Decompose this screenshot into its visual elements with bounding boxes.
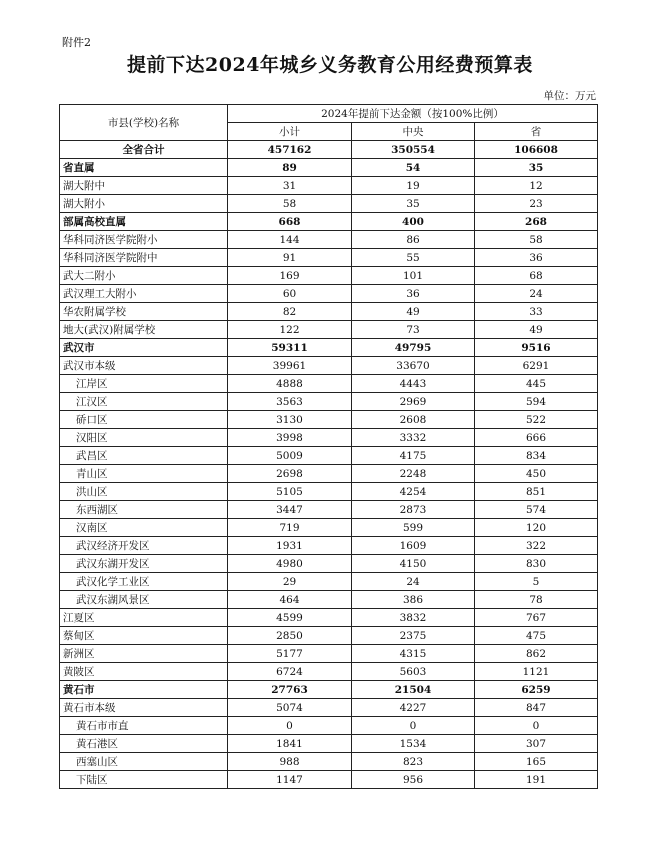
row-name-cell: 硚口区 — [60, 411, 228, 429]
row-subtotal-cell: 89 — [228, 159, 352, 177]
row-central-cell: 4315 — [352, 645, 475, 663]
row-central-cell: 823 — [352, 753, 475, 771]
row-province-cell: 834 — [475, 447, 598, 465]
row-province-cell: 23 — [475, 195, 598, 213]
row-name-cell: 新洲区 — [60, 645, 228, 663]
row-central-cell: 1609 — [352, 537, 475, 555]
row-name-cell: 武汉理工大附小 — [60, 285, 228, 303]
table-row — [60, 717, 598, 735]
row-province-cell: 268 — [475, 213, 598, 231]
table-row — [60, 195, 598, 213]
row-central-cell: 3332 — [352, 429, 475, 447]
row-subtotal-cell: 31 — [228, 177, 352, 195]
page-title: 提前下达2024年城乡义务教育公用经费预算表 — [127, 54, 533, 76]
row-central-cell: 2608 — [352, 411, 475, 429]
row-province-cell: 1121 — [475, 663, 598, 681]
row-subtotal-cell: 464 — [228, 591, 352, 609]
row-subtotal-cell: 3563 — [228, 393, 352, 411]
row-name-cell: 蔡甸区 — [60, 627, 228, 645]
row-subtotal-cell: 39961 — [228, 357, 352, 375]
row-subtotal-cell: 82 — [228, 303, 352, 321]
row-subtotal-cell: 5177 — [228, 645, 352, 663]
table-row — [60, 357, 598, 375]
row-subtotal-cell: 59311 — [228, 339, 352, 357]
table-row — [60, 735, 598, 753]
row-name-cell: 武大二附小 — [60, 267, 228, 285]
table-row — [60, 213, 598, 231]
row-central-cell: 24 — [352, 573, 475, 591]
row-name-cell: 武汉经济开发区 — [60, 537, 228, 555]
row-subtotal-cell: 1147 — [228, 771, 352, 789]
row-name-cell: 黄石市市直 — [60, 717, 228, 735]
table-row — [60, 609, 598, 627]
row-province-cell: 450 — [475, 465, 598, 483]
row-province-cell: 191 — [475, 771, 598, 789]
row-province-cell: 6291 — [475, 357, 598, 375]
row-central-cell: 599 — [352, 519, 475, 537]
row-central-cell: 54 — [352, 159, 475, 177]
table-row — [60, 285, 598, 303]
row-province-cell: 322 — [475, 537, 598, 555]
row-name-cell: 华农附属学校 — [60, 303, 228, 321]
row-province-cell: 522 — [475, 411, 598, 429]
table-row — [60, 501, 598, 519]
row-subtotal-cell: 0 — [228, 717, 352, 735]
header-central: 中央 — [352, 123, 475, 141]
row-province-cell: 0 — [475, 717, 598, 735]
row-province-cell: 78 — [475, 591, 598, 609]
row-subtotal-cell: 4599 — [228, 609, 352, 627]
row-province-cell: 830 — [475, 555, 598, 573]
row-name-cell: 湖大附中 — [60, 177, 228, 195]
row-subtotal-cell: 3447 — [228, 501, 352, 519]
row-subtotal-cell: 5105 — [228, 483, 352, 501]
row-central-cell: 2248 — [352, 465, 475, 483]
row-province-cell: 847 — [475, 699, 598, 717]
table-row — [60, 393, 598, 411]
table-row — [60, 573, 598, 591]
table-row — [60, 537, 598, 555]
table-row — [60, 249, 598, 267]
row-name-cell: 黄石市 — [60, 681, 228, 699]
row-province-cell: 862 — [475, 645, 598, 663]
row-central-cell: 1534 — [352, 735, 475, 753]
row-central-cell: 36 — [352, 285, 475, 303]
row-name-cell: 武汉市 — [60, 339, 228, 357]
row-central-cell: 4227 — [352, 699, 475, 717]
table-row — [60, 141, 598, 159]
row-name-cell: 全省合计 — [60, 141, 228, 159]
row-name-cell: 黄石港区 — [60, 735, 228, 753]
row-province-cell: 6259 — [475, 681, 598, 699]
row-province-cell: 9516 — [475, 339, 598, 357]
row-province-cell: 106608 — [475, 141, 598, 159]
row-central-cell: 55 — [352, 249, 475, 267]
row-subtotal-cell: 4980 — [228, 555, 352, 573]
row-central-cell: 35 — [352, 195, 475, 213]
header-subtotal: 小计 — [228, 123, 352, 141]
row-name-cell: 武汉东湖开发区 — [60, 555, 228, 573]
row-subtotal-cell: 27763 — [228, 681, 352, 699]
table-body — [60, 141, 598, 789]
row-central-cell: 49795 — [352, 339, 475, 357]
row-central-cell: 4443 — [352, 375, 475, 393]
row-central-cell: 2969 — [352, 393, 475, 411]
row-subtotal-cell: 144 — [228, 231, 352, 249]
table-row — [60, 267, 598, 285]
row-province-cell: 594 — [475, 393, 598, 411]
table-row — [60, 375, 598, 393]
row-province-cell: 12 — [475, 177, 598, 195]
row-province-cell: 58 — [475, 231, 598, 249]
row-province-cell: 33 — [475, 303, 598, 321]
row-central-cell: 0 — [352, 717, 475, 735]
table-row — [60, 339, 598, 357]
row-name-cell: 汉阳区 — [60, 429, 228, 447]
table-row — [60, 645, 598, 663]
row-name-cell: 东西湖区 — [60, 501, 228, 519]
row-central-cell: 2873 — [352, 501, 475, 519]
row-central-cell: 86 — [352, 231, 475, 249]
row-province-cell: 445 — [475, 375, 598, 393]
table-row — [60, 681, 598, 699]
table-row — [60, 177, 598, 195]
row-subtotal-cell: 668 — [228, 213, 352, 231]
row-name-cell: 武昌区 — [60, 447, 228, 465]
table-row — [60, 555, 598, 573]
row-name-cell: 下陆区 — [60, 771, 228, 789]
row-province-cell: 120 — [475, 519, 598, 537]
row-central-cell: 5603 — [352, 663, 475, 681]
row-central-cell: 49 — [352, 303, 475, 321]
row-subtotal-cell: 3130 — [228, 411, 352, 429]
table-row — [60, 465, 598, 483]
row-name-cell: 青山区 — [60, 465, 228, 483]
row-subtotal-cell: 457162 — [228, 141, 352, 159]
table-row — [60, 411, 598, 429]
row-central-cell: 73 — [352, 321, 475, 339]
row-central-cell: 3832 — [352, 609, 475, 627]
row-name-cell: 江夏区 — [60, 609, 228, 627]
row-central-cell: 4175 — [352, 447, 475, 465]
header-province: 省 — [475, 123, 598, 141]
row-subtotal-cell: 58 — [228, 195, 352, 213]
row-subtotal-cell: 169 — [228, 267, 352, 285]
row-name-cell: 华科同济医学院附中 — [60, 249, 228, 267]
row-province-cell: 165 — [475, 753, 598, 771]
row-province-cell: 36 — [475, 249, 598, 267]
budget-table — [59, 104, 598, 789]
row-name-cell: 地大(武汉)附属学校 — [60, 321, 228, 339]
row-province-cell: 475 — [475, 627, 598, 645]
unit-label: 单位：万元 — [543, 90, 596, 102]
table-row — [60, 519, 598, 537]
row-name-cell: 江汉区 — [60, 393, 228, 411]
row-central-cell: 956 — [352, 771, 475, 789]
row-province-cell: 49 — [475, 321, 598, 339]
row-province-cell: 68 — [475, 267, 598, 285]
row-name-cell: 湖大附小 — [60, 195, 228, 213]
table-row — [60, 303, 598, 321]
row-subtotal-cell: 2850 — [228, 627, 352, 645]
row-subtotal-cell: 1931 — [228, 537, 352, 555]
row-central-cell: 101 — [352, 267, 475, 285]
row-central-cell: 19 — [352, 177, 475, 195]
row-subtotal-cell: 29 — [228, 573, 352, 591]
row-name-cell: 华科同济医学院附小 — [60, 231, 228, 249]
row-name-cell: 黄陂区 — [60, 663, 228, 681]
row-subtotal-cell: 988 — [228, 753, 352, 771]
attachment-label: 附件2 — [62, 36, 91, 49]
table-row — [60, 663, 598, 681]
row-name-cell: 省直属 — [60, 159, 228, 177]
header-name: 市县(学校)名称 — [60, 105, 228, 141]
row-province-cell: 851 — [475, 483, 598, 501]
row-name-cell: 黄石市本级 — [60, 699, 228, 717]
row-subtotal-cell: 3998 — [228, 429, 352, 447]
table-row — [60, 753, 598, 771]
row-name-cell: 武汉东湖风景区 — [60, 591, 228, 609]
row-subtotal-cell: 2698 — [228, 465, 352, 483]
row-province-cell: 5 — [475, 573, 598, 591]
row-subtotal-cell: 6724 — [228, 663, 352, 681]
row-central-cell: 386 — [352, 591, 475, 609]
row-central-cell: 4254 — [352, 483, 475, 501]
row-subtotal-cell: 60 — [228, 285, 352, 303]
row-central-cell: 33670 — [352, 357, 475, 375]
row-subtotal-cell: 5009 — [228, 447, 352, 465]
row-central-cell: 400 — [352, 213, 475, 231]
row-province-cell: 24 — [475, 285, 598, 303]
row-province-cell: 35 — [475, 159, 598, 177]
table-row — [60, 321, 598, 339]
row-province-cell: 307 — [475, 735, 598, 753]
row-central-cell: 21504 — [352, 681, 475, 699]
row-subtotal-cell: 91 — [228, 249, 352, 267]
row-province-cell: 767 — [475, 609, 598, 627]
row-name-cell: 武汉化学工业区 — [60, 573, 228, 591]
row-name-cell: 江岸区 — [60, 375, 228, 393]
row-province-cell: 666 — [475, 429, 598, 447]
table-row — [60, 429, 598, 447]
row-subtotal-cell: 122 — [228, 321, 352, 339]
row-name-cell: 洪山区 — [60, 483, 228, 501]
row-province-cell: 574 — [475, 501, 598, 519]
table-row — [60, 447, 598, 465]
table-row — [60, 771, 598, 789]
table-row — [60, 699, 598, 717]
row-subtotal-cell: 5074 — [228, 699, 352, 717]
table-row — [60, 627, 598, 645]
row-name-cell: 武汉市本级 — [60, 357, 228, 375]
row-name-cell: 部属高校直属 — [60, 213, 228, 231]
row-central-cell: 350554 — [352, 141, 475, 159]
row-central-cell: 4150 — [352, 555, 475, 573]
row-subtotal-cell: 4888 — [228, 375, 352, 393]
row-central-cell: 2375 — [352, 627, 475, 645]
row-name-cell: 汉南区 — [60, 519, 228, 537]
row-name-cell: 西塞山区 — [60, 753, 228, 771]
table-row — [60, 591, 598, 609]
row-subtotal-cell: 1841 — [228, 735, 352, 753]
header-amount: 2024年提前下达金额（按100%比例） — [228, 105, 598, 123]
table-row — [60, 159, 598, 177]
table-row — [60, 483, 598, 501]
row-subtotal-cell: 719 — [228, 519, 352, 537]
table-row — [60, 231, 598, 249]
